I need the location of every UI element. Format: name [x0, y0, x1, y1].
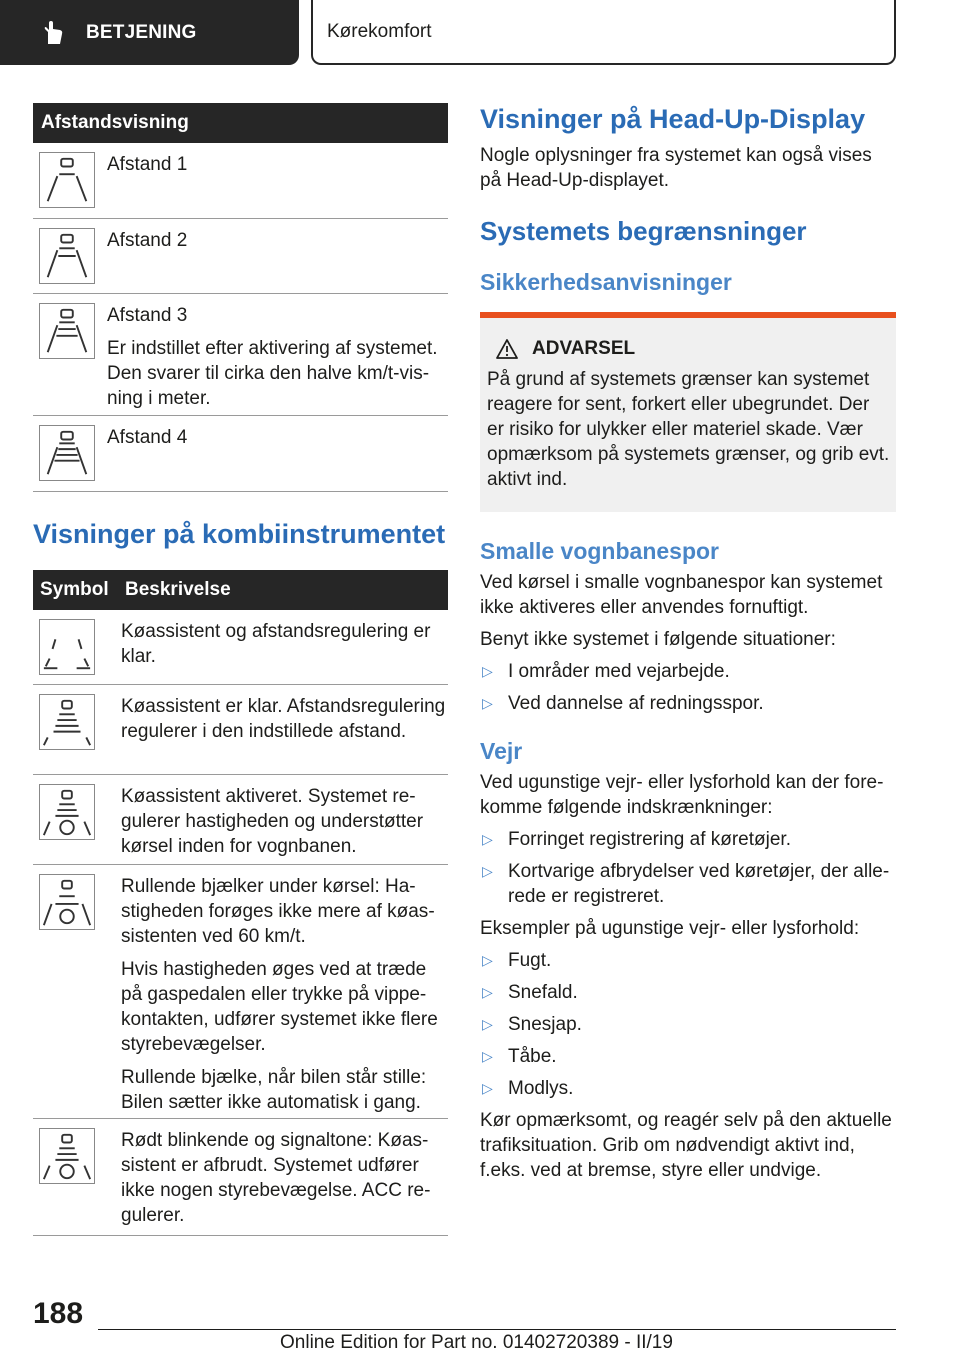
page-number: 188 — [33, 1297, 84, 1330]
row-text: Rullende bjælker under kørsel: Hastigheden forøges ikke mere af køassistenten ved 60 km/t. — [121, 876, 435, 947]
examples-list — [480, 948, 896, 1101]
weather-list — [480, 827, 896, 909]
car-steering-active-icon — [39, 784, 95, 840]
right-column — [480, 103, 896, 1183]
triangle-marker-icon: ▷ — [482, 663, 493, 679]
list-item: ▷ Kortvarige afbrydelser ved køretøjer, der allerede er registreret. — [482, 861, 890, 907]
list-item: ▷ Snesjap. — [482, 1014, 582, 1035]
row-text: Er indstillet efter aktivering af systemet. Den svarer til cirka den halve km/t-visning i meter. — [107, 338, 438, 409]
weather-closing: Kør opmærksomt, og reagér selv på den aktuelle trafiksituation. Grib om nødvendigt aktivt ind, f.eks. ved at bremse, styre eller undvige. — [480, 1110, 892, 1181]
triangle-marker-icon: ▷ — [482, 1048, 493, 1064]
distance-3-icon — [39, 303, 95, 359]
distance-2-icon — [39, 228, 95, 284]
car-distance-lanes-icon — [39, 694, 95, 750]
table-row — [33, 610, 448, 685]
col-symbol: Symbol — [40, 579, 109, 600]
hand-icon — [40, 20, 66, 46]
row-text: Køassistent aktiveret. Systemet regulerer hastigheden og understøtter kørsel inden for vognbanen. — [121, 786, 424, 857]
table-row — [33, 294, 448, 416]
weather-text: Ved ugunstige vejr- eller lysforhold kan der forekomme følgende indskrænkninger: — [480, 772, 884, 818]
list-item: ▷ Snefald. — [482, 982, 578, 1003]
table-row — [33, 416, 448, 492]
col-description: Beskrivelse — [125, 579, 231, 600]
limits-heading: Systemets begrænsninger — [480, 216, 807, 246]
car-red-warning-icon — [39, 1128, 95, 1184]
table-row — [33, 1119, 448, 1236]
triangle-marker-icon: ▷ — [482, 952, 493, 968]
warning-triangle-icon — [496, 339, 518, 359]
distance-4-icon — [39, 425, 95, 481]
warning-box — [480, 312, 896, 512]
safety-heading: Sikkerhedsanvisninger — [480, 269, 732, 295]
footer-divider — [98, 1329, 896, 1330]
warning-title: ADVARSEL — [532, 338, 636, 359]
edition-text: Online Edition for Part no. 01402720389 - II/19 — [280, 1332, 673, 1353]
chapter-tab[interactable] — [311, 0, 896, 65]
row-text: Afstand 4 — [107, 427, 188, 448]
triangle-marker-icon: ▷ — [482, 1016, 493, 1032]
section-tab[interactable] — [0, 0, 299, 65]
warning-title-row — [487, 338, 890, 360]
table-row — [33, 685, 448, 775]
triangle-marker-icon: ▷ — [482, 984, 493, 1000]
hud-text: Nogle oplysninger fra systemet kan også vises på Head-Up-displayet. — [480, 145, 872, 191]
hud-heading: Visninger på Head-Up-Display — [480, 104, 866, 134]
distance-table-header-label: Afstandsvisning — [41, 112, 189, 133]
table-row — [33, 865, 448, 1119]
car-rolling-bars-icon — [39, 874, 95, 930]
row-text: Rullende bjælke, når bilen står stille: Bilen sætter ikke automatisk i gang. — [121, 1067, 427, 1113]
list-item: ▷ Tåbe. — [482, 1046, 557, 1067]
narrow-text: Ved kørsel i smalle vognbanespor kan systemet ikke aktiveres eller anvendes fornuftigt. — [480, 572, 883, 618]
weather-heading: Vejr — [480, 738, 523, 764]
section-title: BETJENING — [86, 21, 197, 43]
triangle-marker-icon: ▷ — [482, 863, 493, 879]
distance-1-icon — [39, 152, 95, 208]
row-text: Afstand 3 — [107, 305, 188, 326]
left-column — [33, 103, 448, 1236]
distance-table-header — [33, 103, 448, 143]
warning-text: På grund af systemets grænser kan systemet reagere for sent, forkert eller ubegrundet. Der er risiko for ulykker eller materiel skade. Vær opmærksom på systemets grænser, og grib evt. aktivt ind. — [487, 369, 890, 490]
lane-marks-icon — [39, 619, 95, 675]
table-row — [33, 143, 448, 219]
row-text: Hvis hastigheden øges ved at træde på gaspedalen eller trykke på vippekontakten, udfører systemet ikke flere styrebevægelser. — [121, 959, 438, 1055]
kombi-heading: Visninger på kombiinstrumentet — [33, 519, 446, 549]
narrow-intro: Benyt ikke systemet i følgende situationer: — [480, 629, 836, 650]
table-row — [33, 775, 448, 865]
row-text: Afstand 2 — [107, 230, 188, 251]
row-text: Afstand 1 — [107, 154, 188, 175]
list-item: ▷ I områder med vejarbejde. — [482, 661, 730, 682]
row-text: Køassistent og afstandsregulering er klar. — [121, 621, 431, 667]
list-item: ▷ Modlys. — [482, 1078, 574, 1099]
triangle-marker-icon: ▷ — [482, 831, 493, 847]
list-item: ▷ Fugt. — [482, 950, 552, 971]
triangle-marker-icon: ▷ — [482, 1080, 493, 1096]
list-item: ▷ Ved dannelse af redningsspor. — [482, 693, 764, 714]
row-text: Rødt blinkende og signaltone: Køassistent er afbrudt. Systemet udfører ikke nogen styrebevægelse. ACC regulerer. — [121, 1130, 431, 1226]
table-row — [33, 219, 448, 294]
narrow-list — [480, 659, 896, 716]
chapter-title: Kørekomfort — [327, 20, 432, 42]
row-text: Køassistent er klar. Afstandsregulering regulerer i den indstillede afstand. — [121, 696, 446, 742]
narrow-heading: Smalle vognbanespor — [480, 538, 720, 564]
examples-intro: Eksempler på ugunstige vejr- eller lysforhold: — [480, 918, 860, 939]
triangle-marker-icon: ▷ — [482, 695, 493, 711]
kombi-table-header — [33, 570, 448, 610]
list-item: ▷ Forringet registrering af køretøjer. — [482, 829, 791, 850]
